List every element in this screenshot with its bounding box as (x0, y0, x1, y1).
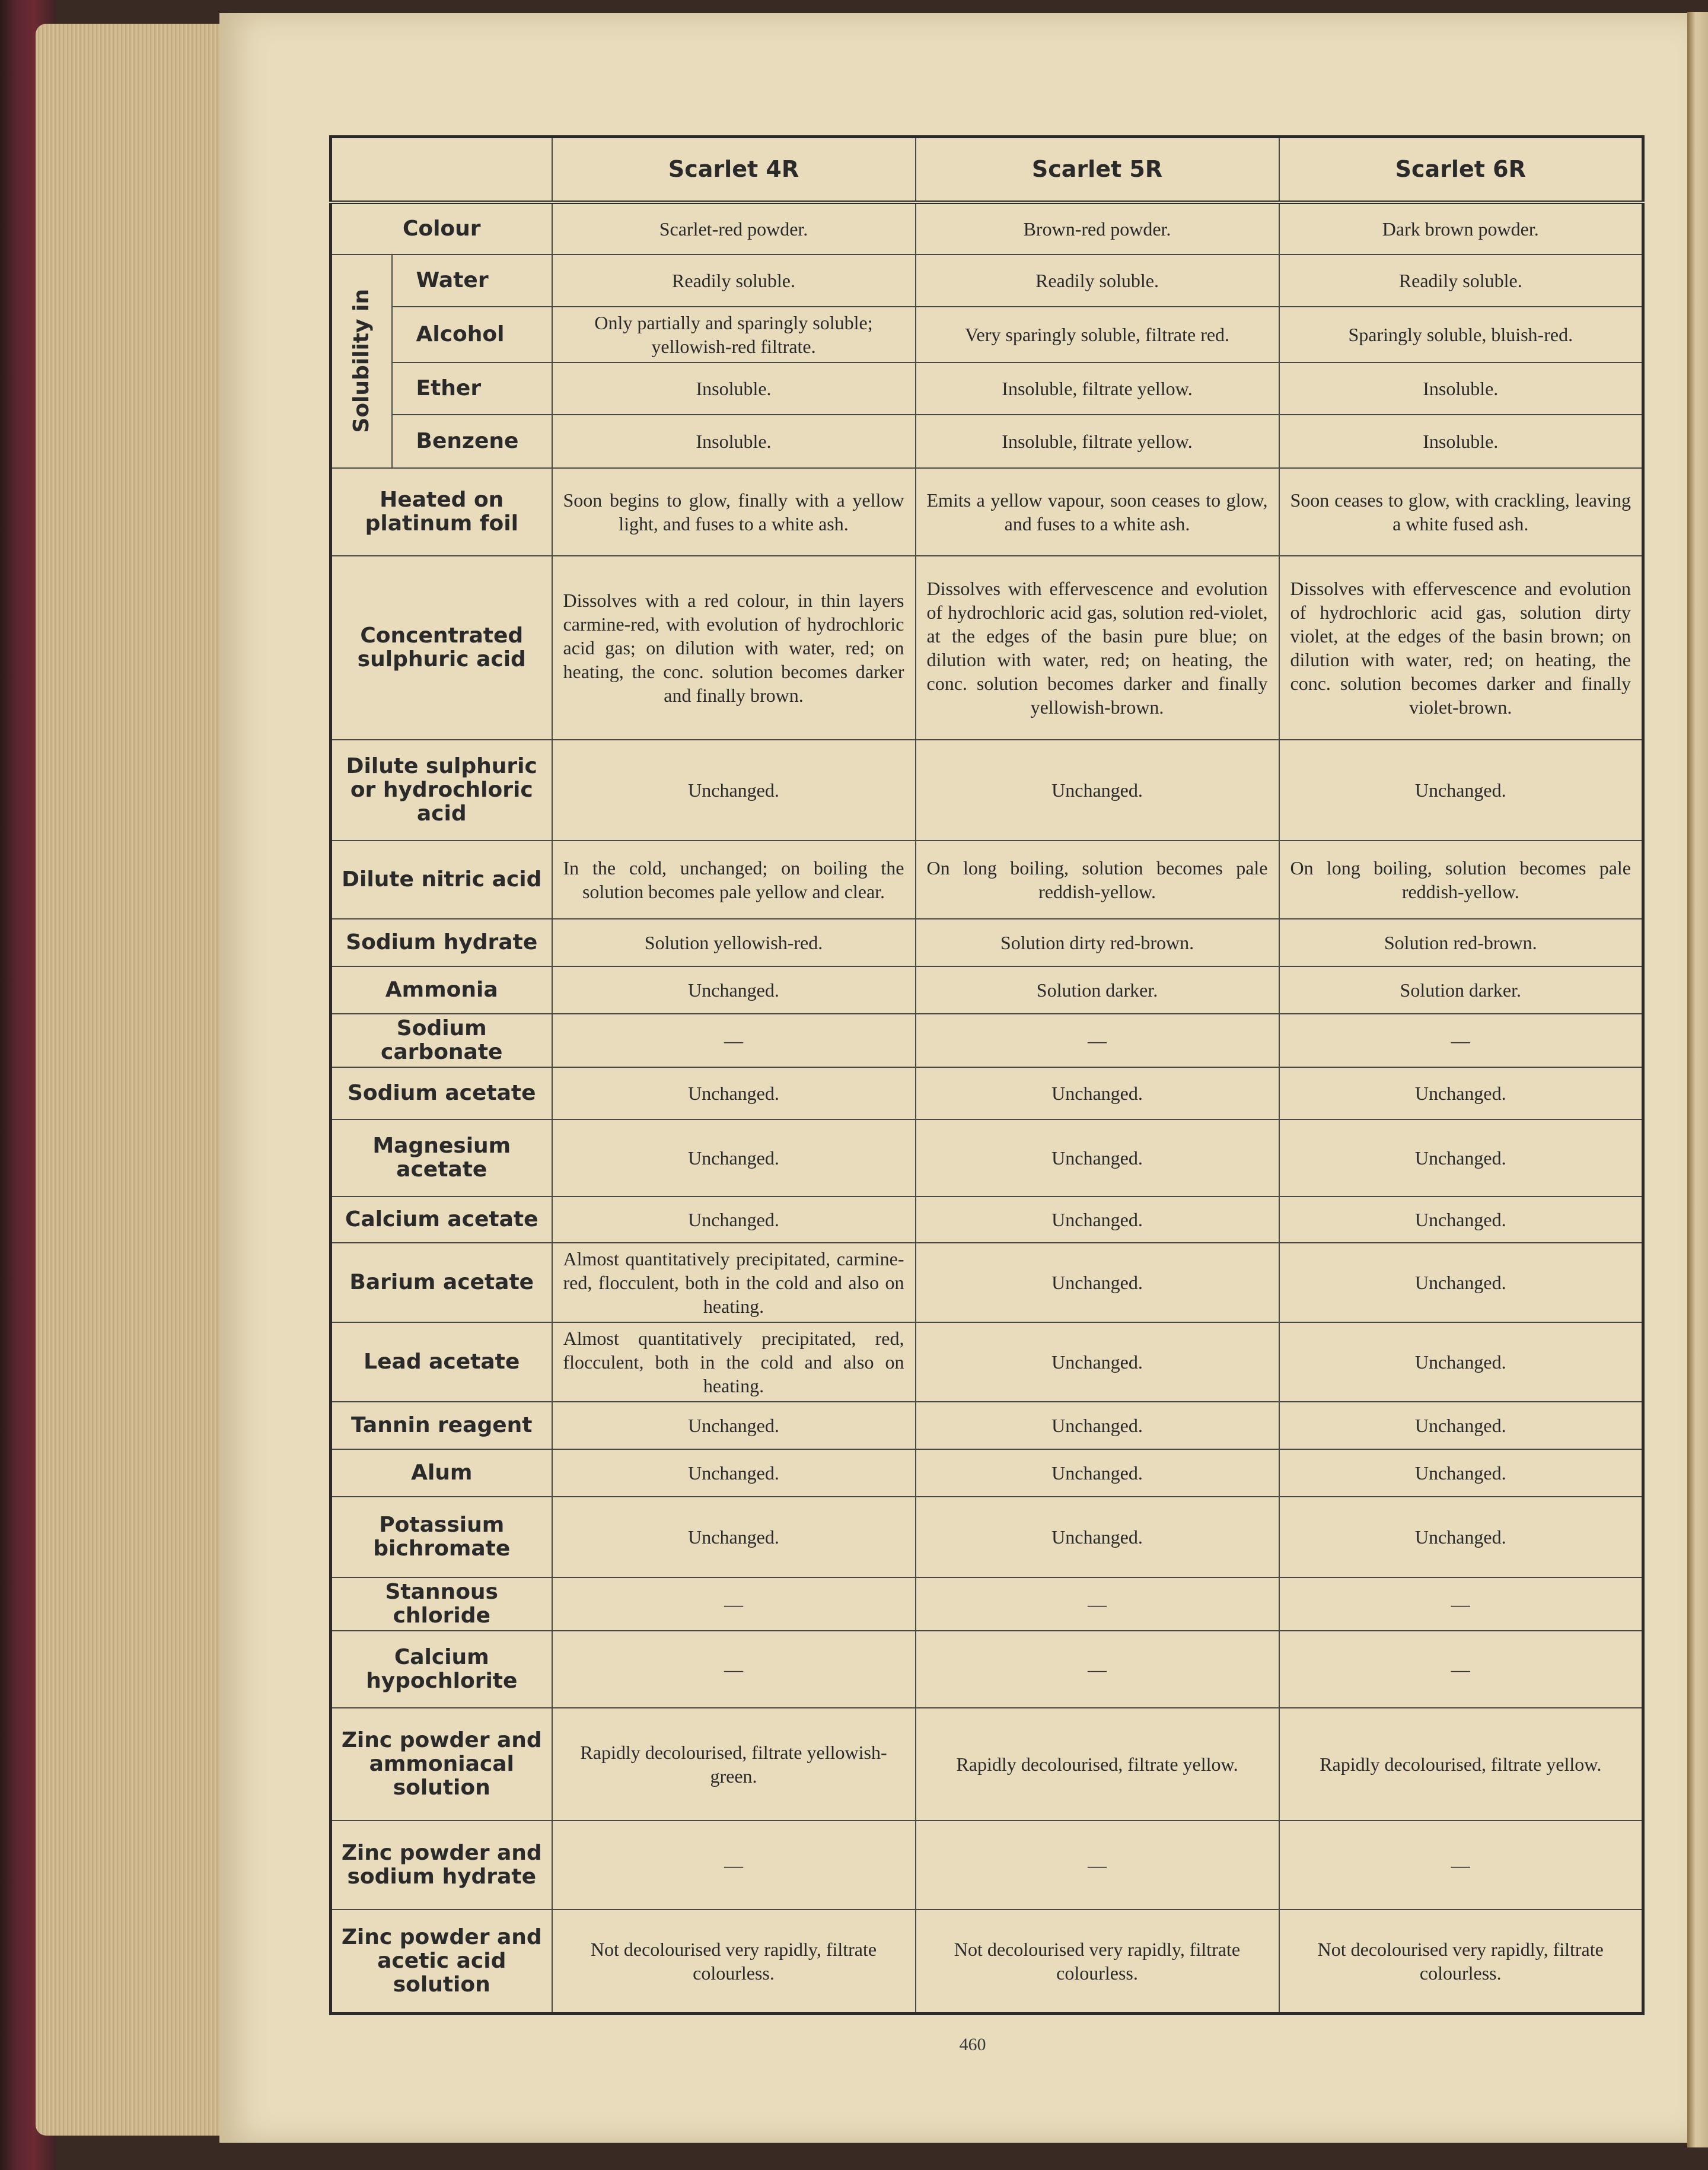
row-label: Benzene (392, 415, 552, 468)
table-cell: Only partially and sparingly soluble; yellowish-red filtrate. (552, 307, 916, 362)
table-cell: Unchanged. (552, 1449, 916, 1497)
table-cell: Insoluble, filtrate yellow. (916, 362, 1279, 415)
table-cell: — (552, 1577, 916, 1631)
table-cell: Dissolves with effervescence and evolution of hydrochloric acid gas, solution red-violet, at the edges of the basin pure blue; on dilution with water, red; on heating, the conc. solution becomes darker and finally yellowish-brown. (916, 556, 1279, 740)
table-cell: On long boiling, solution becomes pale reddish-yellow. (1279, 841, 1643, 919)
table-cell: Emits a yellow vapour, soon ceases to glow, and fuses to a white ash. (916, 468, 1279, 556)
table-cell: Unchanged. (916, 1197, 1279, 1243)
table-cell: — (916, 1631, 1279, 1708)
table-row (331, 1497, 1643, 1577)
table-cell: Insoluble. (1279, 362, 1643, 415)
row-label: Water (392, 254, 552, 307)
table-cell: Unchanged. (1279, 1449, 1643, 1497)
table-cell: — (1279, 1631, 1643, 1708)
table-cell: Scarlet-red powder. (552, 202, 916, 254)
table-cell: Dissolves with a red colour, in thin layers carmine-red, with evolution of hydrochloric acid gas; on dilution with water, red; on heating, the conc. solution becomes darker and finally brown. (552, 556, 916, 740)
table-row (331, 468, 1643, 556)
row-label: Sodium acetate (331, 1067, 552, 1119)
table-row (331, 307, 1643, 362)
table-cell: Unchanged. (1279, 740, 1643, 841)
table-row (331, 1910, 1643, 2014)
table-cell: Insoluble, filtrate yellow. (916, 415, 1279, 468)
table-cell: Unchanged. (1279, 1197, 1643, 1243)
row-label: Ether (392, 362, 552, 415)
solubility-label: Solubility in (349, 289, 374, 433)
dye-test-table (329, 135, 1645, 2015)
corner-header (331, 137, 552, 202)
table-row (331, 202, 1643, 254)
table-cell: — (1279, 1577, 1643, 1631)
table-cell: Insoluble. (1279, 415, 1643, 468)
row-label: Alcohol (392, 307, 552, 362)
table-cell: Readily soluble. (916, 254, 1279, 307)
table-cell: Unchanged. (552, 740, 916, 841)
table-row (331, 1322, 1643, 1402)
next-page-edge (1687, 12, 1708, 2147)
table-cell: Soon begins to glow, finally with a yellow light, and fuses to a white ash. (552, 468, 916, 556)
table-row (331, 1449, 1643, 1497)
solubility-group-label (331, 254, 392, 468)
table-row (331, 1708, 1643, 1821)
row-label: Dilute sulphuric or hydrochloric acid (331, 740, 552, 841)
row-label: Zinc powder and acetic acid solution (331, 1910, 552, 2014)
table-cell: Readily soluble. (1279, 254, 1643, 307)
table-cell: — (552, 1821, 916, 1910)
table-cell: — (1279, 1821, 1643, 1910)
row-label: Sodium carbonate (331, 1014, 552, 1067)
table-row (331, 1067, 1643, 1119)
table-cell: Not decolourised very rapidly, filtrate colourless. (552, 1910, 916, 2014)
table-row (331, 1119, 1643, 1197)
table-row (331, 1821, 1643, 1910)
table-cell: Unchanged. (552, 966, 916, 1014)
row-label: Lead acetate (331, 1322, 552, 1402)
table-cell: Unchanged. (552, 1197, 916, 1243)
table-row (331, 1243, 1643, 1322)
table-cell: Solution dirty red-brown. (916, 919, 1279, 966)
table-cell: Unchanged. (1279, 1243, 1643, 1322)
row-label: Alum (331, 1449, 552, 1497)
table-cell: Rapidly decolourised, filtrate yellow. (1279, 1708, 1643, 1821)
table-cell: Unchanged. (552, 1402, 916, 1449)
page-edges (36, 24, 231, 2136)
table-cell: Unchanged. (916, 1449, 1279, 1497)
table-cell: Unchanged. (1279, 1067, 1643, 1119)
table-row (331, 1577, 1643, 1631)
table-cell: Solution yellowish-red. (552, 919, 916, 966)
row-label: Zinc powder and ammoniacal solution (331, 1708, 552, 1821)
table-cell: — (916, 1821, 1279, 1910)
table-cell: Solution darker. (1279, 966, 1643, 1014)
row-label: Zinc powder and sodium hydrate (331, 1821, 552, 1910)
table-cell: Unchanged. (1279, 1119, 1643, 1197)
table-row (331, 415, 1643, 468)
table-cell: Dark brown powder. (1279, 202, 1643, 254)
row-label: Stannous chloride (331, 1577, 552, 1631)
table-cell: Unchanged. (552, 1119, 916, 1197)
dye-test-table-container (329, 135, 1642, 2004)
table-cell: Almost quantitatively precipitated, carmine-red, flocculent, both in the cold and also on heating. (552, 1243, 916, 1322)
table-row (331, 1402, 1643, 1449)
table-cell: Unchanged. (916, 1322, 1279, 1402)
row-label: Calcium hypochlorite (331, 1631, 552, 1708)
table-row (331, 1014, 1643, 1067)
row-label: Sodium hydrate (331, 919, 552, 966)
table-cell: Unchanged. (916, 1402, 1279, 1449)
table-cell: Unchanged. (552, 1067, 916, 1119)
row-label: Tannin reagent (331, 1402, 552, 1449)
table-cell: Very sparingly soluble, filtrate red. (916, 307, 1279, 362)
column-header: Scarlet 5R (916, 137, 1279, 202)
table-row (331, 740, 1643, 841)
table-cell: Rapidly decolourised, filtrate yellow. (916, 1708, 1279, 1821)
table-cell: Unchanged. (916, 1067, 1279, 1119)
table-row (331, 1631, 1643, 1708)
table-cell: Not decolourised very rapidly, filtrate colourless. (916, 1910, 1279, 2014)
row-label: Potassium bichromate (331, 1497, 552, 1577)
table-cell: Insoluble. (552, 415, 916, 468)
table-cell: Brown-red powder. (916, 202, 1279, 254)
table-cell: Readily soluble. (552, 254, 916, 307)
table-cell: Sparingly soluble, bluish-red. (1279, 307, 1643, 362)
table-cell: Unchanged. (916, 1243, 1279, 1322)
table-cell: Unchanged. (1279, 1322, 1643, 1402)
table-cell: Soon ceases to glow, with crackling, leaving a white fused ash. (1279, 468, 1643, 556)
table-cell: Solution darker. (916, 966, 1279, 1014)
table-cell: Unchanged. (1279, 1497, 1643, 1577)
table-cell: Not decolourised very rapidly, filtrate colourless. (1279, 1910, 1643, 2014)
table-row (331, 254, 1643, 307)
table-cell: Solution red-brown. (1279, 919, 1643, 966)
table-cell: In the cold, unchanged; on boiling the solution becomes pale yellow and clear. (552, 841, 916, 919)
page-number: 460 (959, 2035, 986, 2054)
table-cell: Insoluble. (552, 362, 916, 415)
row-label: Colour (331, 202, 552, 254)
table-cell: On long boiling, solution becomes pale reddish-yellow. (916, 841, 1279, 919)
column-header: Scarlet 4R (552, 137, 916, 202)
table-cell: Unchanged. (916, 740, 1279, 841)
table-row (331, 362, 1643, 415)
table-cell: Unchanged. (1279, 1402, 1643, 1449)
row-label: Calcium acetate (331, 1197, 552, 1243)
table-row (331, 1197, 1643, 1243)
table-row (331, 966, 1643, 1014)
table-cell: — (916, 1014, 1279, 1067)
table-cell: Unchanged. (916, 1119, 1279, 1197)
table-cell: — (1279, 1014, 1643, 1067)
table-row (331, 919, 1643, 966)
row-label: Dilute nitric acid (331, 841, 552, 919)
table-row (331, 841, 1643, 919)
table-cell: Unchanged. (916, 1497, 1279, 1577)
row-label: Ammonia (331, 966, 552, 1014)
table-cell: — (552, 1014, 916, 1067)
table-row (331, 556, 1643, 740)
row-label: Heated on platinum foil (331, 468, 552, 556)
header-row (331, 137, 1643, 202)
row-label: Magnesium acetate (331, 1119, 552, 1197)
table-cell: Almost quantitatively precipitated, red, flocculent, both in the cold and also on heating. (552, 1322, 916, 1402)
table-cell: Dissolves with effervescence and evolution of hydrochloric acid gas, solution dirty violet, at the edges of the basin brown; on dilution with water, red; on heating, the conc. solution becomes darker and finally violet-brown. (1279, 556, 1643, 740)
column-header: Scarlet 6R (1279, 137, 1643, 202)
row-label: Barium acetate (331, 1243, 552, 1322)
row-label: Concentrated sulphuric acid (331, 556, 552, 740)
table-cell: — (552, 1631, 916, 1708)
table-cell: — (916, 1577, 1279, 1631)
table-cell: Rapidly decolourised, filtrate yellowish-green. (552, 1708, 916, 1821)
table-cell: Unchanged. (552, 1497, 916, 1577)
